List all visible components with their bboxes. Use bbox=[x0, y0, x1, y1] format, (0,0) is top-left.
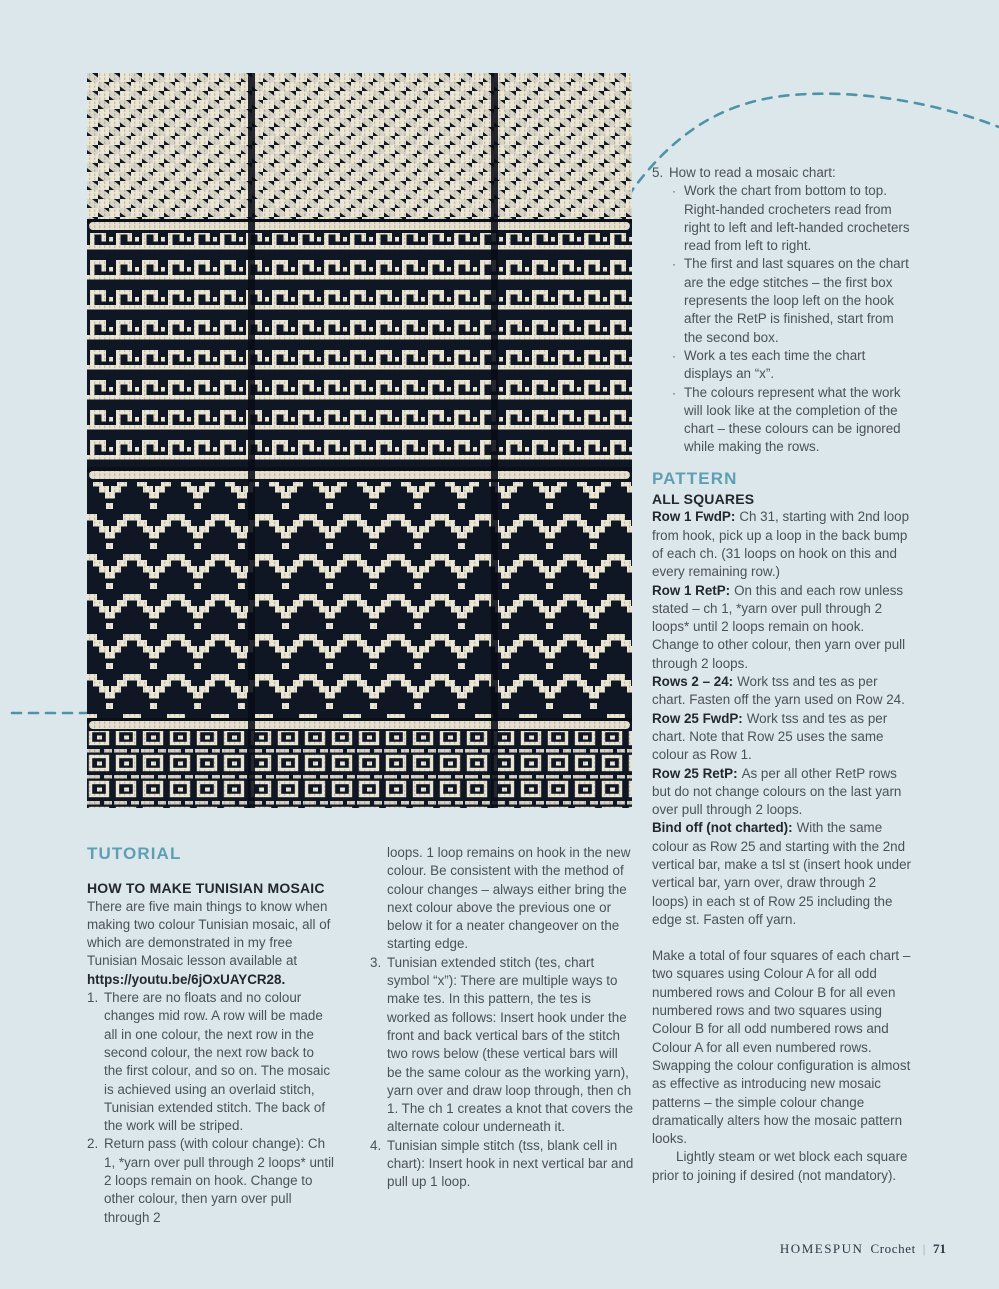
row-label: Bind off (not charted): bbox=[652, 820, 793, 836]
magazine-title: Crochet bbox=[870, 1241, 916, 1256]
bullet-glyph: · bbox=[672, 257, 676, 272]
list-item-text: Return pass (with colour change): Ch 1, *yarn over pull through 2 loops* until 2 loops remain on hook. Change to other colour, then yarn over pull through 2 bbox=[104, 1136, 335, 1225]
numbered-item-4 bbox=[370, 1137, 634, 1192]
left-column bbox=[87, 845, 335, 1227]
tutorial-intro: There are five main things to know when making two colour Tunisian mosaic, all of which are demonstrated in my free Tunisian Mosaic lesson available at bbox=[87, 898, 331, 969]
list-item-text: Tunisian simple stitch (tss, blank cell in chart): Insert hook in next vertical bar and pull up 1 loop. bbox=[387, 1137, 634, 1190]
row-label: Row 25 FwdP: bbox=[652, 710, 743, 726]
numbered-item-1 bbox=[87, 989, 335, 1135]
row-label: Row 25 RetP: bbox=[652, 765, 738, 781]
bullet-text: The first and last squares on the chart are the edge stitches – the first box represents the loop left on the hook after the RetP is finished, start from the second box. bbox=[684, 256, 909, 345]
row-text: With the same colour as Row 25 and starting with the 2nd vertical bar, make a tsl st (insert hook under vertical bar, yarn over, draw through 2 loops) in each st of Row 25 including the edge st. Fasten off yarn. bbox=[652, 820, 911, 927]
page-footer bbox=[780, 1241, 946, 1257]
tutorial-subheading: HOW TO MAKE TUNISIAN MOSAIC bbox=[87, 880, 325, 897]
row-text: As per all other RetP rows but do not change colours on the last yarn over pull through 2 loops. bbox=[652, 765, 902, 818]
row-instruction bbox=[652, 508, 912, 581]
list-number-empty bbox=[370, 844, 387, 954]
numbered-item-3 bbox=[370, 954, 634, 1137]
bullet-item bbox=[652, 182, 912, 255]
closing-paragraph: Lightly steam or wet block each square prior to joining if desired (not mandatory). bbox=[652, 1149, 908, 1183]
crochet-mosaic-photo bbox=[87, 73, 632, 808]
right-column bbox=[652, 164, 912, 1185]
row-instruction bbox=[652, 765, 912, 820]
row-instruction bbox=[652, 582, 912, 673]
row-label: Row 1 FwdP: bbox=[652, 509, 736, 525]
list-number: 5. bbox=[652, 165, 664, 180]
list-item-5 bbox=[652, 164, 912, 182]
continuation-paragraph-row bbox=[370, 844, 634, 954]
middle-column bbox=[370, 844, 634, 1192]
row-instruction bbox=[652, 673, 912, 710]
row-text: Ch 31, starting with 2nd loop from hook, pick up a loop in the back bump of each ch. (31 loops on hook on this and every remaining row.) bbox=[652, 509, 910, 580]
closing-paragraph: Make a total of four squares of each chart – two squares using Colour A for all odd numbered rows and Colour B for all even numbered rows and two squares using Colour B for all odd numbered rows and Colour A for all even numbered rows. Swapping the colour configuration is almost as effective as introducing new mosaic patterns – the simple colour change dramatically alters how the mosaic pattern looks. bbox=[652, 948, 911, 1147]
pattern-heading: PATTERN bbox=[652, 468, 738, 488]
numbered-item-2 bbox=[87, 1135, 335, 1226]
tutorial-heading: TUTORIAL bbox=[87, 844, 182, 863]
list-number: 4. bbox=[370, 1137, 382, 1153]
tutorial-link: https://youtu.be/6jOxUAYCR28. bbox=[87, 971, 286, 987]
list-item-text: Tunisian extended stitch (tes, chart symbol “x”): There are multiple ways to make tes. In this pattern, the tes is worked as follows: Insert hook under the front and back vertical bars of the stitch two rows below (these vertical bars will be the same colour as the working yarn), yarn over and draw loop through, then ch 1. The ch 1 creates a knot that covers the alternate colour underneath it. bbox=[387, 954, 634, 1135]
paragraph-gap bbox=[652, 929, 912, 947]
magazine-name: HOMESPUN bbox=[779, 1241, 864, 1256]
row-label: Row 1 RetP: bbox=[652, 582, 731, 598]
all-squares-subheading: ALL SQUARES bbox=[652, 491, 755, 508]
bullet-item bbox=[652, 255, 912, 346]
bullet-glyph: · bbox=[672, 348, 676, 363]
bullet-item bbox=[652, 347, 912, 384]
row-instruction bbox=[652, 819, 912, 929]
row-text: On this and each row unless stated – ch 1, *yarn over pull through 2 loops* until 2 loops remain on hook. Change to other colour, then yarn over pull through 2 loops. bbox=[652, 582, 906, 671]
crochet-photo-graphic bbox=[87, 73, 632, 808]
list-number: 1. bbox=[87, 990, 99, 1006]
bullet-list bbox=[652, 182, 912, 456]
page-number: 71 bbox=[933, 1241, 946, 1256]
bullet-text: The colours represent what the work will look like at the completion of the chart – these colours can be ignored while making the rows. bbox=[684, 384, 901, 455]
list-item-text: There are no floats and no colour changes mid row. A row will be made all in one colour, the next row in the second colour, the next row back to the first colour, and so on. The mosaic is achieved using an overlaid stitch, Tunisian extended stitch. The back of the work will be striped. bbox=[104, 990, 331, 1134]
row-label: Rows 2 – 24: bbox=[652, 674, 734, 690]
row-text: Work tss and tes as per chart. Note that Row 25 uses the same colour as Row 1. bbox=[652, 710, 888, 763]
row-instruction bbox=[652, 710, 912, 765]
list-number: 2. bbox=[87, 1136, 99, 1152]
bullet-glyph: · bbox=[672, 385, 676, 400]
list-item-text: How to read a mosaic chart: bbox=[669, 165, 836, 180]
bullet-text: Work a tes each time the chart displays an “x”. bbox=[684, 347, 866, 382]
bullet-text: Work the chart from bottom to top. Right-handed crocheters read from right to left and left-handed crocheters read from left to right. bbox=[684, 183, 910, 254]
footer-divider: | bbox=[922, 1241, 926, 1256]
bullet-glyph: · bbox=[672, 184, 676, 199]
row-text: Work tss and tes as per chart. Fasten off the yarn used on Row 24. bbox=[652, 674, 905, 708]
bullet-item bbox=[652, 384, 912, 457]
continuation-text: loops. 1 loop remains on hook in the new colour. Be consistent with the method of colour changes – always either bring the next colour above the previous one or below it for a neater changeover on the starting edge. bbox=[387, 845, 631, 952]
list-number: 3. bbox=[370, 954, 382, 970]
